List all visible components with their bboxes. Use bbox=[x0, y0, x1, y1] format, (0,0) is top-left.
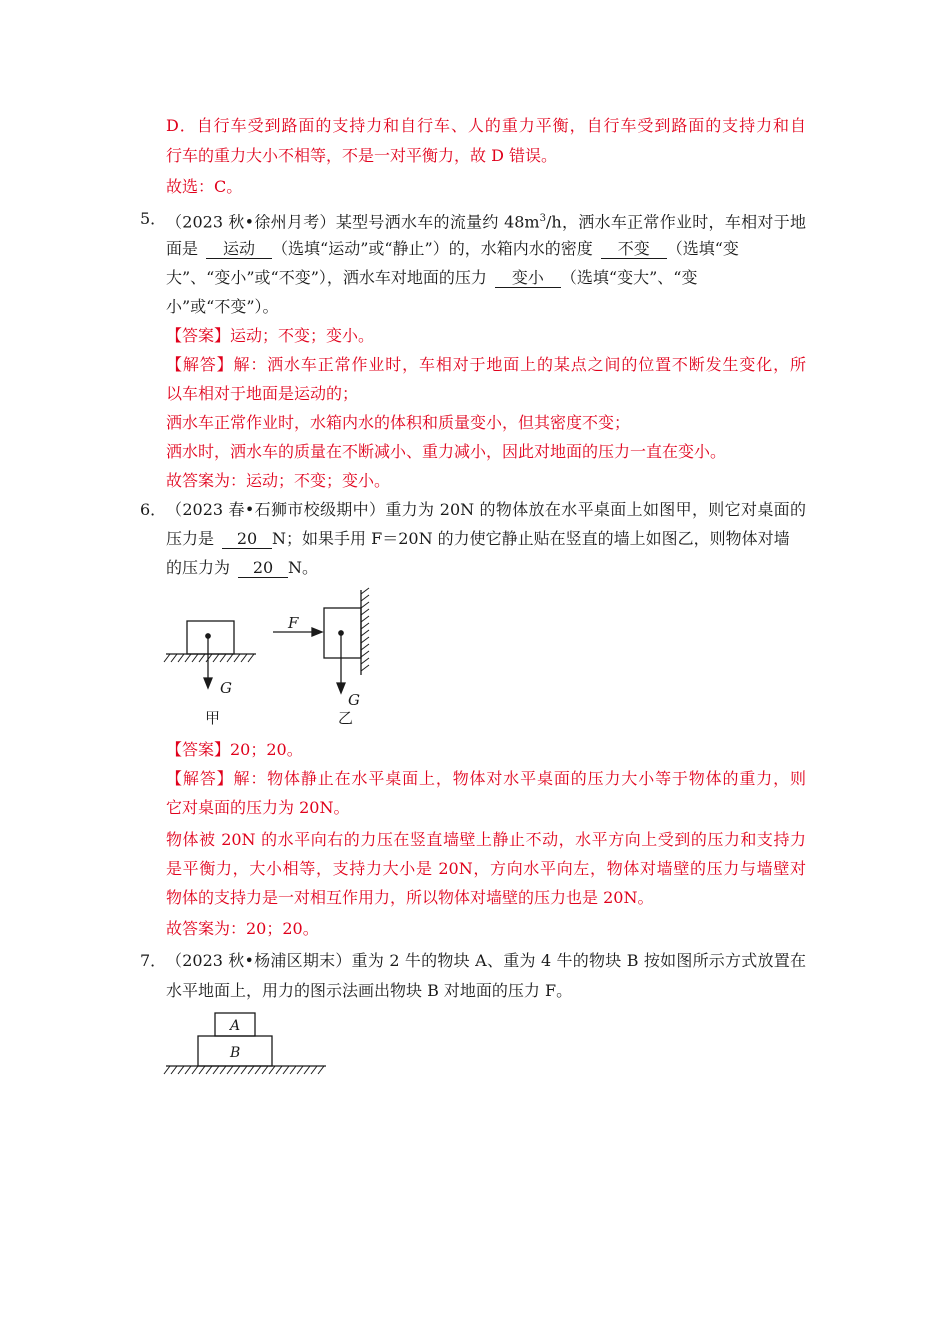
figure-yi bbox=[273, 588, 369, 693]
q6-line3: 的压力为 20 N。 bbox=[166, 558, 319, 577]
q6-analysis-3: 物体被 20N 的水平向右的力压在竖直墙壁上静止不动，水平方向上受到的压力和支持力 bbox=[166, 830, 806, 849]
ground-hatching bbox=[164, 1066, 324, 1074]
label-a: A bbox=[230, 1018, 241, 1034]
q5-line4: 小”或“不变”）。 bbox=[166, 297, 279, 316]
block-jia bbox=[187, 621, 234, 654]
q5-blank-2: 不变 bbox=[601, 239, 667, 259]
figure-jia bbox=[164, 621, 256, 688]
q5-blank-1: 运动 bbox=[206, 239, 272, 259]
caption-jia: 甲 bbox=[205, 709, 221, 727]
option-d-line1: D．自行车受到路面的支持力和自行车、人的重力平衡，自行车受到路面的支持力和自 bbox=[166, 116, 806, 135]
option-d-line2: 行车的重力大小不相等，不是一对平衡力，故 D 错误。 bbox=[166, 146, 558, 165]
q5-line2: 面是 运动 （选填“运动”或“静止”）的，水箱内水的密度 不变 （选填“变 bbox=[166, 239, 739, 258]
label-g-yi: G bbox=[348, 691, 360, 709]
q5-superscript: 3 bbox=[539, 213, 546, 224]
q5-number: 5． bbox=[140, 209, 167, 228]
q5-analysis-3: 洒水车正常作业时，水箱内水的体积和质量变小，但其密度不变； bbox=[166, 413, 631, 432]
q5-analysis-1: 【解答】解：洒水车正常作业时，车相对于地面上的某点之间的位置不断发生变化，所 bbox=[166, 355, 806, 374]
q7-figure bbox=[160, 1008, 335, 1083]
q5-analysis-4: 洒水时，洒水车的质量在不断减小、重力减小，因此对地面的压力一直在变小。 bbox=[166, 442, 727, 461]
q7-number: 7． bbox=[140, 951, 167, 970]
q7-line1: （2023 秋•杨浦区期末）重为 2 牛的物块 A、重为 4 牛的物块 B 按如图所示方式放置在 bbox=[166, 951, 806, 970]
q6-blank-1: 20 bbox=[222, 529, 272, 549]
q6-line2: 压力是 20 N；如果手用 F＝20N 的力使它静止贴在竖直的墙上如图乙，则物体对墙 bbox=[166, 529, 790, 548]
q5-answer: 【答案】运动；不变；变小。 bbox=[166, 326, 375, 345]
q6-blank-2: 20 bbox=[238, 558, 288, 578]
q5-line1-text-b: /h，洒水车正常作业时，车相对于地 bbox=[545, 212, 806, 232]
label-g-jia: G bbox=[220, 679, 232, 697]
q6-analysis-4: 是平衡力，大小相等，支持力大小是 20N，方向水平向左，物体对墙壁的压力与墙壁对 bbox=[166, 859, 806, 878]
caption-yi: 乙 bbox=[338, 709, 354, 727]
q5-line3: 大”、“变小”或“不变”），洒水车对地面的压力 变小 （选填“变大”、“变 bbox=[166, 268, 698, 287]
q6-number: 6． bbox=[140, 500, 167, 519]
q5-blank-3: 变小 bbox=[495, 268, 561, 288]
q6-figure bbox=[160, 585, 380, 730]
label-b: B bbox=[230, 1045, 241, 1061]
arrowhead-jia bbox=[204, 678, 212, 688]
q6-answer: 【答案】20；20。 bbox=[166, 740, 303, 759]
q5-analysis-2: 以车相对于地面是运动的； bbox=[166, 384, 359, 403]
label-f: F bbox=[288, 614, 299, 632]
table-hatching bbox=[164, 654, 254, 662]
arrowhead-f bbox=[312, 628, 322, 636]
q5-line1 bbox=[166, 208, 806, 233]
q6-line1: （2023 春•石狮市校级期中）重力为 20N 的物体放在水平桌面上如图甲，则它对桌面的 bbox=[166, 500, 806, 519]
q5-final: 故答案为：运动；不变；变小。 bbox=[166, 471, 391, 490]
q6-analysis-1: 【解答】解：物体静止在水平桌面上，物体对水平桌面的压力大小等于物体的重力，则 bbox=[166, 769, 806, 788]
q5-line1-text: （2023 秋•徐州月考）某型号洒水车的流量约 48m bbox=[166, 212, 540, 232]
prev-choice: 故选：C。 bbox=[166, 177, 243, 196]
q6-analysis-5: 物体的支持力是一对相互作用力，所以物体对墙壁的压力也是 20N。 bbox=[166, 888, 654, 907]
q6-final: 故答案为：20；20。 bbox=[166, 919, 319, 938]
q6-analysis-2: 它对桌面的压力为 20N。 bbox=[166, 798, 350, 817]
q7-line2: 水平地面上，用力的图示法画出物块 B 对地面的压力 F。 bbox=[166, 981, 573, 1000]
wall-hatching bbox=[361, 588, 369, 671]
arrowhead-yi bbox=[337, 683, 345, 693]
